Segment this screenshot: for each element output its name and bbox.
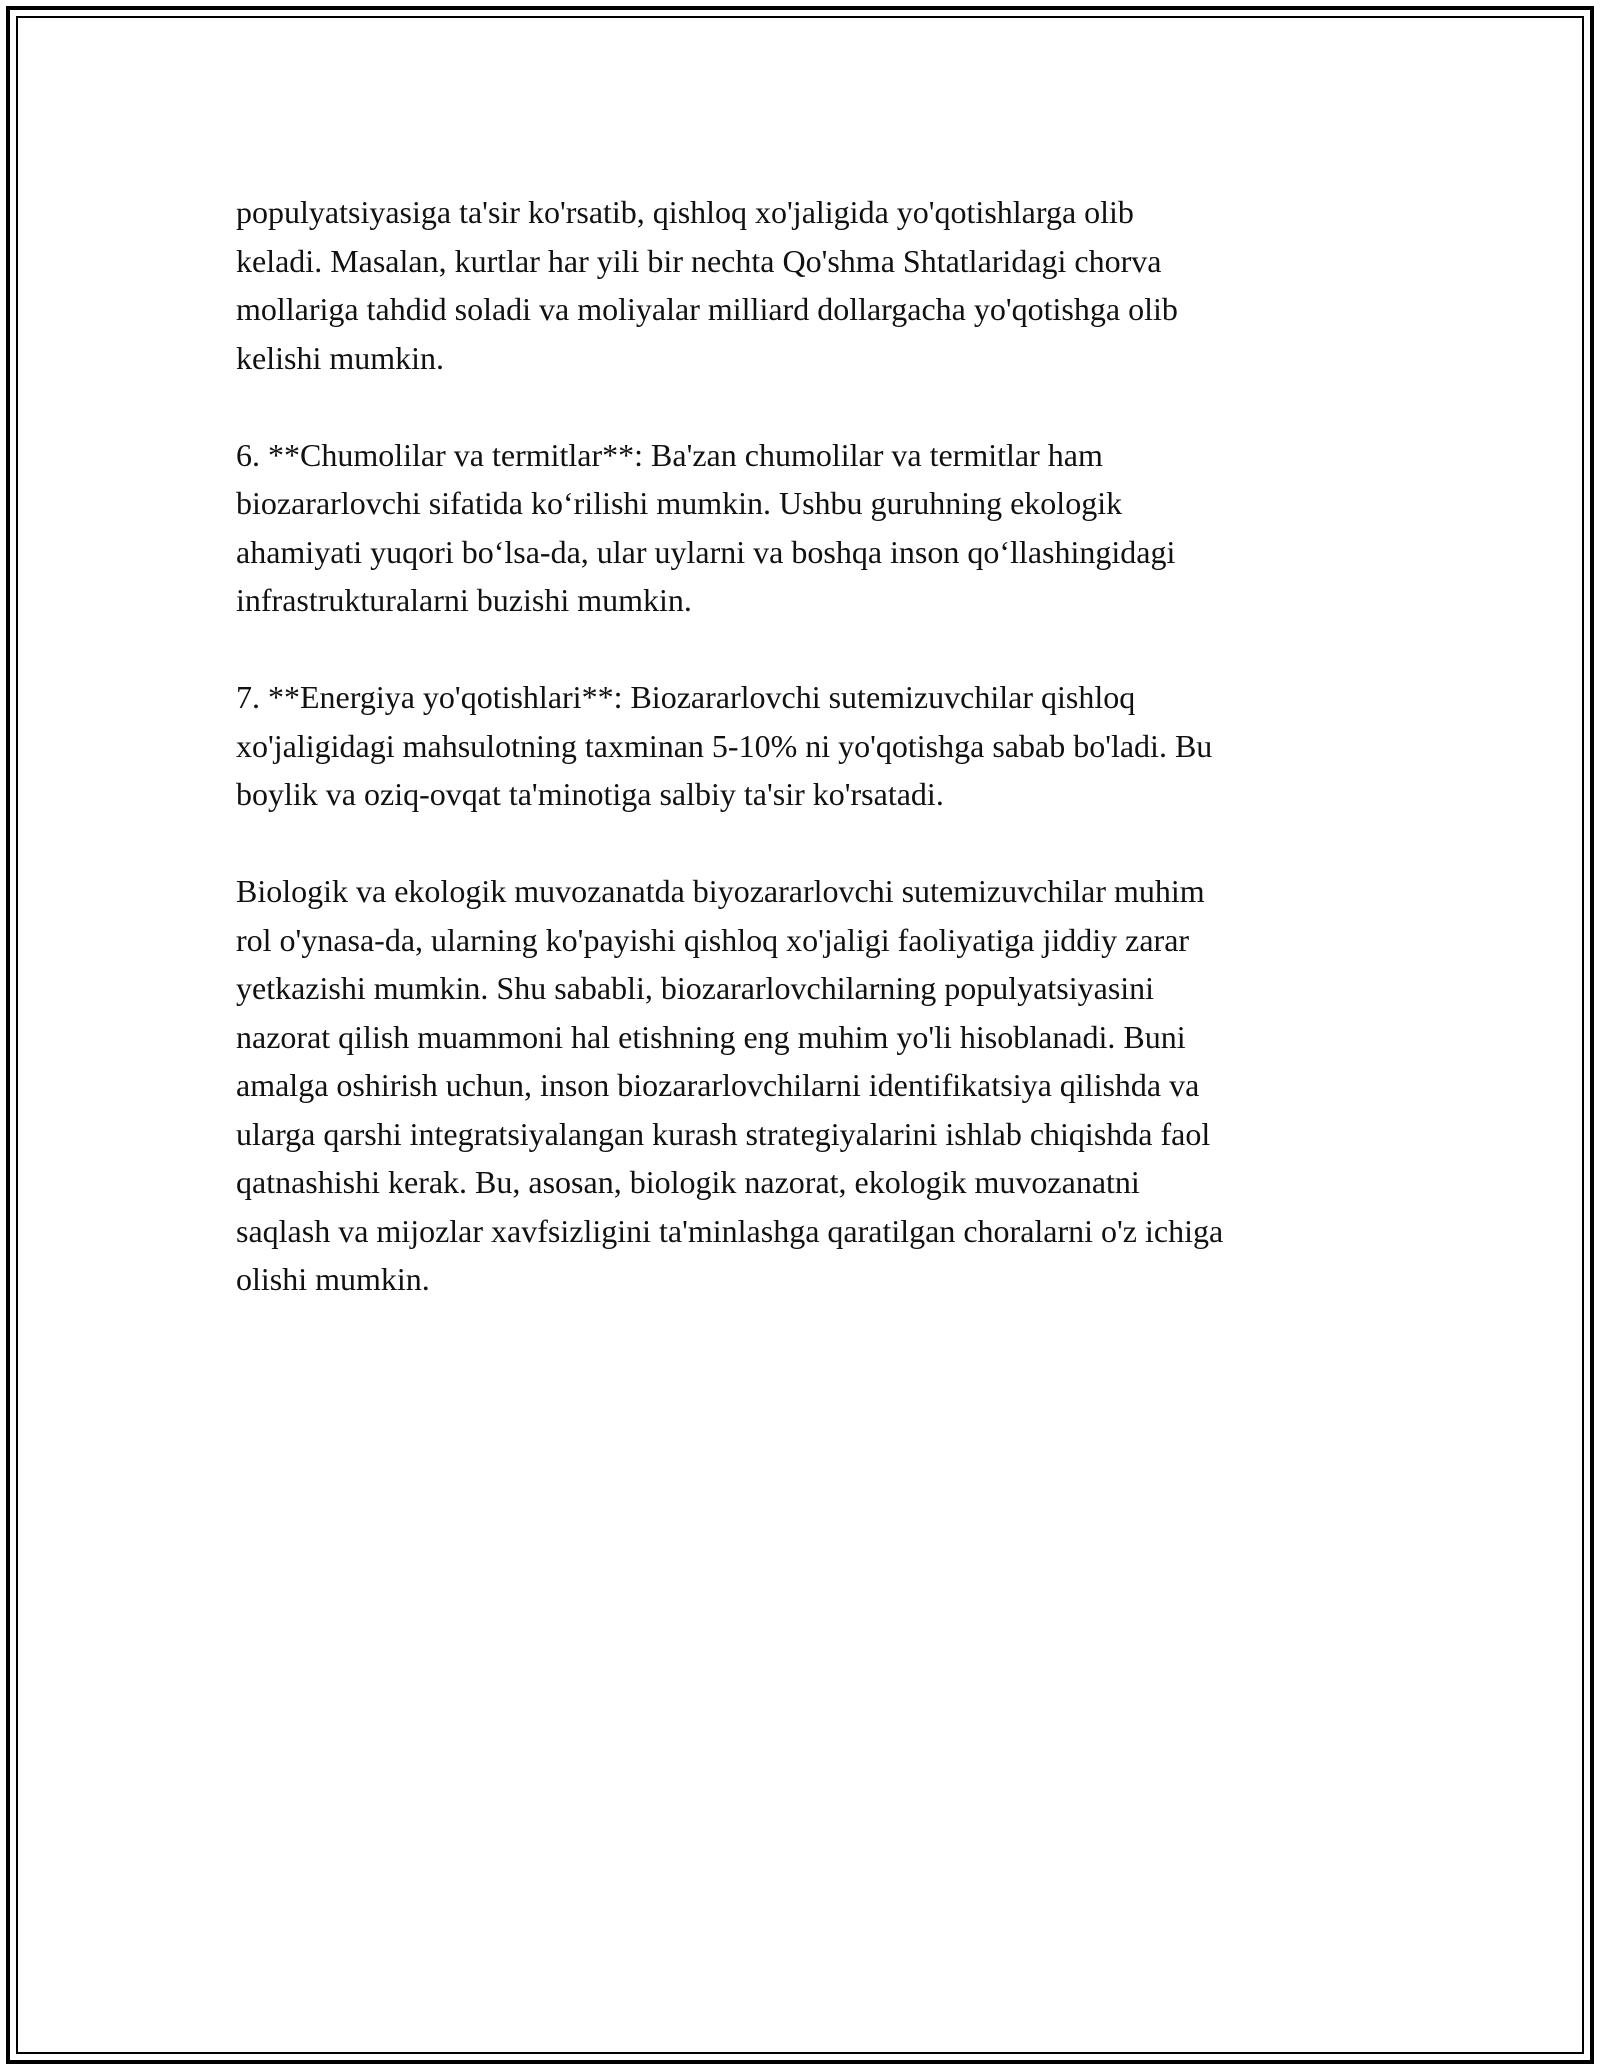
text-line: mollariga tahdid soladi va moliyalar milliard dollargacha yo'qotishga olib bbox=[236, 291, 1178, 327]
text-line: 7. **Energiya yo'qotishlari**: Biozararlovchi sutemizuvchilar qishloq bbox=[236, 679, 1136, 715]
text-line: olishi mumkin. bbox=[236, 1261, 430, 1297]
paragraph-continuation bbox=[236, 188, 1386, 382]
text-line: kelishi mumkin. bbox=[236, 339, 444, 376]
text-line: populyatsiyasiga ta'sir ko'rsatib, qishloq xo'jaligida yo'qotishlarga olib bbox=[236, 194, 1134, 230]
text-line: boylik va oziq-ovqat ta'minotiga salbiy ta'sir ko'rsatadi. bbox=[236, 776, 944, 812]
text-line: 6. **Chumolilar va termitlar**: Ba'zan chumolilar va termitlar ham bbox=[236, 436, 1103, 473]
document-body bbox=[236, 188, 1386, 1352]
text-line: xo'jaligidagi mahsulotning taxminan 5-10% ni yo'qotishga sabab bo'ladi. Bu bbox=[236, 727, 1213, 764]
text-line: infrastrukturalarni buzishi mumkin. bbox=[236, 582, 692, 618]
text-line: nazorat qilish muammoni hal etishning eng muhim yo'li hisoblanadi. Buni bbox=[236, 1018, 1186, 1055]
text-line: Biologik va ekologik muvozanatda biyozararlovchi sutemizuvchilar muhim bbox=[236, 873, 1205, 909]
text-line: saqlash va mijozlar xavfsizligini ta'minlashga qaratilgan choralarni o'z ichiga bbox=[236, 1212, 1224, 1249]
paragraph-item-7 bbox=[236, 673, 1386, 819]
text-line: ularga qarshi integratsiyalangan kurash strategiyalarini ishlab chiqishda faol bbox=[236, 1115, 1211, 1152]
paragraph-item-6 bbox=[236, 431, 1386, 625]
text-line: qatnashishi kerak. Bu, asosan, biologik nazorat, ekologik muvozanatni bbox=[236, 1164, 1140, 1200]
text-line: rol o'ynasa-da, ularning ko'payishi qishloq xo'jaligi faoliyatiga jiddiy zarar bbox=[236, 921, 1190, 958]
text-line: amalga oshirish uchun, inson biozararlovchilarni identifikatsiya qilishda va bbox=[236, 1067, 1200, 1103]
text-line: keladi. Masalan, kurtlar har yili bir nechta Qo'shma Shtatlaridagi chorva bbox=[236, 242, 1162, 279]
text-line: yetkazishi mumkin. Shu sababli, biozararlovchilarning populyatsiyasini bbox=[236, 970, 1155, 1006]
text-line: biozararlovchi sifatida ko‘rilishi mumkin. Ushbu guruhning ekologik bbox=[236, 485, 1123, 521]
paragraph-conclusion bbox=[236, 867, 1386, 1304]
text-line: ahamiyati yuqori bo‘lsa-da, ular uylarni va boshqa inson qo‘llashingidagi bbox=[236, 533, 1176, 570]
